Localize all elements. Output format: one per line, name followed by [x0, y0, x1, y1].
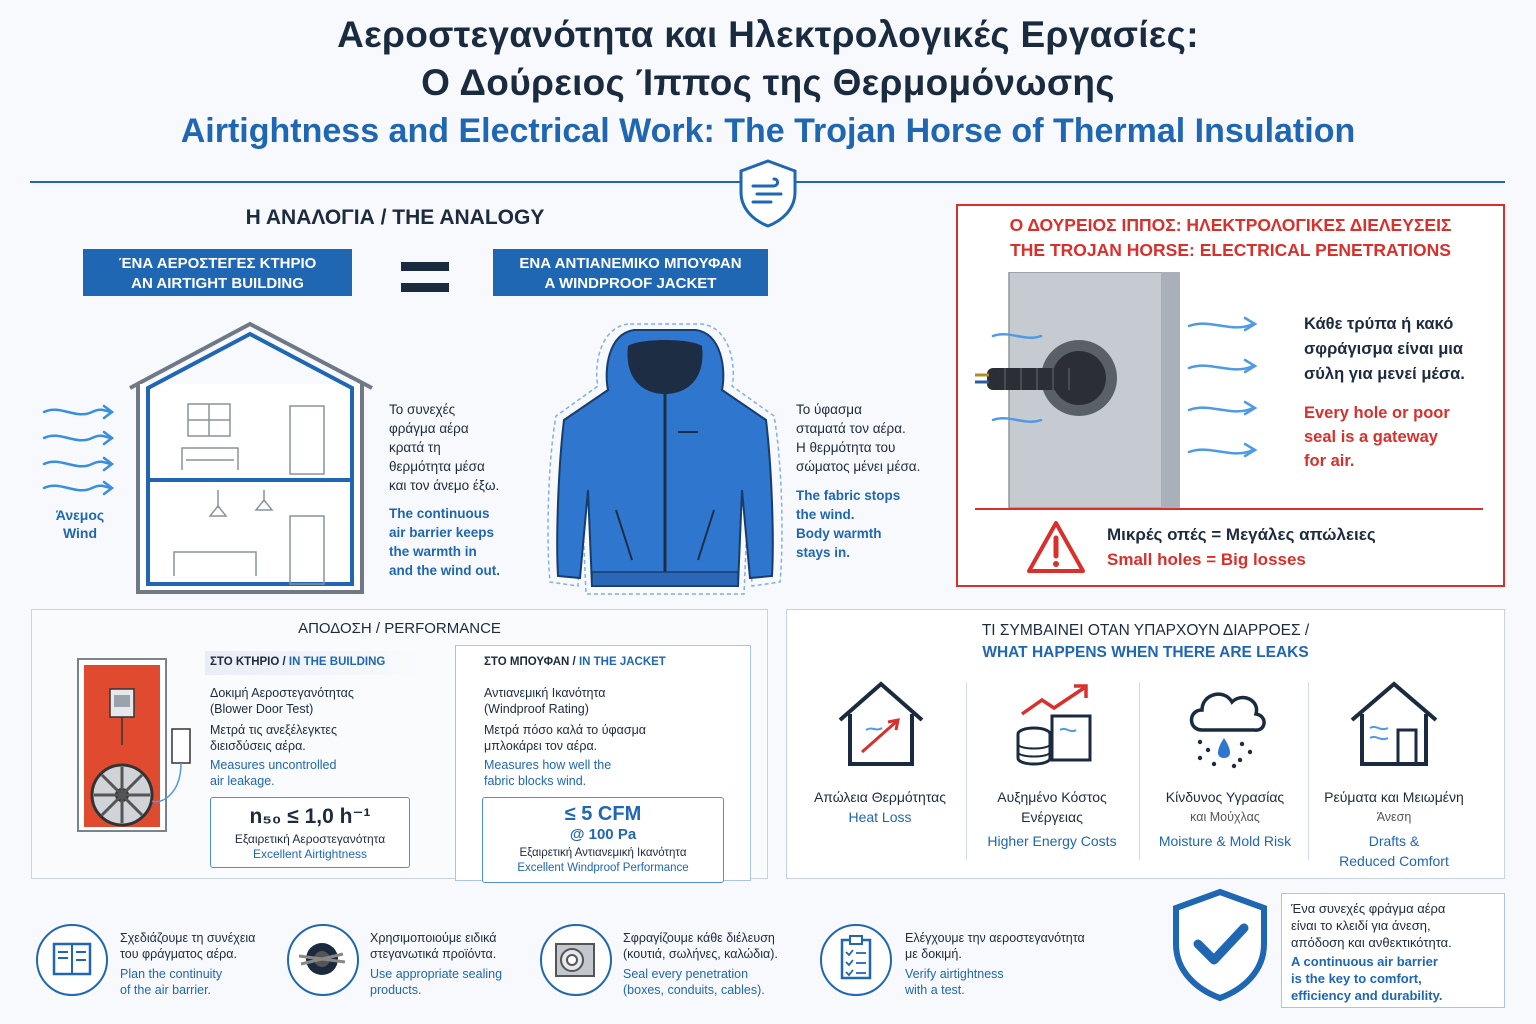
- airtightness-rating-en: Excellent Airtightness: [252, 847, 368, 861]
- conclusion-gr-line: είναι το κλειδί για άνεση,: [1291, 918, 1431, 933]
- leak-separator: [1308, 682, 1309, 860]
- blower-door-test-en: (Blower Door Test): [210, 702, 314, 716]
- windproof-jacket-label-en: A WINDPROOF JACKET: [544, 275, 717, 292]
- building-desc-gr-line: διεισδύσεις αέρα.: [210, 739, 306, 753]
- step-text-en: (boxes, conduits, cables).: [623, 983, 765, 997]
- leak-separator: [966, 682, 967, 860]
- airtight-building-label-gr: ΈΝΑ ΑΕΡΟΣΤΕΓΕΣ ΚΤΗΡΙΟ: [118, 255, 317, 272]
- tape-roll-icon: [540, 924, 612, 996]
- building-tab-en: IN THE BUILDING: [288, 656, 386, 668]
- leak-item-en: Drafts & Reduced Comfort: [1339, 833, 1449, 869]
- wall-penetration-illustration: [975, 272, 1275, 510]
- trojan-text-en-line: Every hole or poor: [1304, 404, 1450, 422]
- jacket-desc-gr-line: μπλοκάρει τον αέρα.: [484, 739, 598, 753]
- windproof-jacket-illustration: [540, 320, 790, 600]
- conclusion-gr-line: απόδοση και ανθεκτικότητα.: [1291, 935, 1452, 950]
- analogy-heading: Η ΑΝΑΛΟΓΙΑ / THE ANALOGY: [245, 206, 545, 229]
- leak-item-gr: Ρεύματα και Μειωμένη: [1324, 789, 1464, 805]
- warning-text-en: Small holes = Big losses: [1107, 550, 1306, 569]
- windproof-jacket-label-gr: ΕΝΑ ΑΝΤΙΑΝΕΜΙΚΟ ΜΠΟΥΦΑΝ: [519, 255, 742, 272]
- building-desc-gr-line: Μετρά τις ανεξέλεγκτες: [210, 723, 338, 737]
- cable-grommet-icon: [287, 924, 359, 996]
- jacket-text-en-line: Body warmth: [796, 526, 882, 541]
- trojan-text-en-line: for air.: [1304, 452, 1355, 470]
- windproof-metric-pressure: @ 100 Pa: [569, 826, 637, 843]
- conclusion-en-line: A continuous air barrier: [1291, 954, 1438, 969]
- jacket-text-gr-line: σώματος μένει μέσα.: [796, 459, 921, 474]
- trojan-text-gr: [1304, 312, 1494, 387]
- building-desc-en-line: air leakage.: [210, 774, 275, 788]
- jacket-desc-gr: [484, 722, 646, 754]
- title-greek-line2: Ο Δούρειος Ίππος της Θερμομόνωσης: [421, 62, 1115, 103]
- shield-wind-icon: [737, 158, 799, 228]
- leak-item-gr2: Ενέργειας: [1021, 809, 1083, 825]
- house-text-gr-line: θερμότητα μέσα: [389, 459, 485, 474]
- leaks-heading-gr: ΤΙ ΣΥΜΒΑΙΝΕΙ ΟΤΑΝ ΥΠΑΡΧΟΥΝ ΔΙΑΡΡΟΕΣ /: [981, 622, 1310, 639]
- wind-label-gr: Άνεμος: [55, 507, 105, 523]
- building-desc-en: [210, 757, 336, 789]
- airtightness-metric-box: [210, 797, 410, 868]
- windproof-rating-gr: Αντιανεμική Ικανότητα: [484, 686, 606, 700]
- title-english: Airtightness and Electrical Work: The Trojan Horse of Thermal Insulation: [180, 112, 1356, 150]
- conclusion-gr: [1291, 900, 1452, 951]
- house-text-en: [389, 504, 539, 580]
- leak-item-heat-loss: [800, 787, 960, 827]
- step-text-en: Use appropriate sealing: [370, 967, 503, 981]
- step-text-en: Seal every penetration: [623, 967, 749, 981]
- jacket-text-en: [796, 486, 946, 562]
- windproof-performance-gr: Εξαιρετική Αντιανεμική Ικανότητα: [519, 847, 687, 859]
- building-tab-label: [210, 656, 385, 668]
- step-text-gr: (κουτιά, σωλήνες, καλώδια).: [623, 947, 778, 961]
- house-heat-loss-icon: [836, 680, 926, 770]
- blower-door-test-label: [210, 685, 354, 717]
- conclusion-en-line: is the key to comfort,: [1291, 971, 1422, 986]
- trojan-title-gr: Ο ΔΟΥΡΕΙΟΣ ΙΠΠΟΣ: ΗΛΕΚΤΡΟΛΟΓΙΚΕΣ ΔΙΕΛΕΥΣΕΙΣ: [1009, 215, 1452, 235]
- house-text-gr-line: και τον άνεμο έξω.: [389, 478, 500, 493]
- windproof-rating-label: [484, 685, 605, 717]
- jacket-desc-en-line: Measures how well the: [484, 758, 612, 772]
- step-text-gr: στεγανωτικά προϊόντα.: [370, 947, 497, 961]
- step-sealing-products: [370, 930, 502, 998]
- conclusion-gr-line: Ένα συνεχές φράγμα αέρα: [1291, 901, 1446, 916]
- house-text-gr-line: Το συνεχές: [389, 402, 456, 417]
- jacket-tab-gr: ΣΤΟ ΜΠΟΥΦΑΝ /: [484, 656, 579, 668]
- step-verify-test: [905, 930, 1085, 998]
- jacket-tab-en: IN THE JACKET: [578, 656, 666, 668]
- leak-separator: [1139, 682, 1140, 860]
- leak-item-energy-costs: [972, 787, 1132, 851]
- warning-text-gr: Μικρές οπές = Μεγάλες απώλειες: [1107, 525, 1376, 544]
- wind-label-en: Wind: [62, 525, 98, 541]
- wind-label: [40, 506, 120, 542]
- warning-triangle-icon: [1026, 520, 1086, 574]
- performance-heading: ΑΠΟΔΟΣΗ / PERFORMANCE: [298, 620, 501, 637]
- step-text-en: Verify airtightness: [905, 967, 1004, 981]
- jacket-tab-label: [484, 656, 666, 668]
- leak-item-gr: Κίνδυνος Υγρασίας: [1165, 789, 1285, 805]
- building-desc-gr: [210, 722, 337, 754]
- airtight-building-label: [83, 249, 352, 296]
- windproof-rating-en: (Windproof Rating): [484, 702, 589, 716]
- leak-item-en: Higher Energy Costs: [987, 833, 1117, 849]
- blueprint-icon: [36, 924, 108, 996]
- airtightness-metric: n₅₀ ≤ 1,0 h⁻¹: [249, 805, 371, 828]
- step-text-gr: Ελέγχουμε την αεροστεγανότητα: [905, 931, 1085, 945]
- windproof-metric-box: [482, 797, 724, 883]
- house-text-en-line: and the wind out.: [389, 563, 500, 578]
- house-text-gr: [389, 400, 539, 495]
- house-text-en-line: The continuous: [389, 506, 490, 521]
- blower-door-test-gr: Δοκιμή Αεροστεγανότητας: [210, 686, 354, 700]
- jacket-text-en-line: The fabric stops: [796, 488, 901, 503]
- airtightness-rating-gr: Εξαιρετική Αεροστεγανότητα: [234, 832, 386, 846]
- house-text-en-line: the warmth in: [389, 544, 477, 559]
- step-text-gr: Σχεδιάζουμε τη συνέχεια: [120, 931, 256, 945]
- step-text-en: products.: [370, 983, 422, 997]
- windproof-metric-cfm: ≤ 5 CFM: [564, 803, 642, 825]
- title-greek-line1: Αεροστεγανότητα και Ηλεκτρολογικές Εργασίες:: [337, 14, 1199, 55]
- leak-item-gr2: Άνεση: [1376, 810, 1412, 824]
- leak-item-en: Heat Loss: [848, 809, 912, 825]
- trojan-text-gr-line: Κάθε τρύπα ή κακό: [1304, 315, 1454, 333]
- trojan-text-gr-line: σύλη για μενεί μέσα.: [1304, 365, 1465, 383]
- jacket-text-en-line: stays in.: [796, 545, 851, 560]
- step-seal-penetrations: [623, 930, 778, 998]
- windproof-performance-en: Excellent Windproof Performance: [517, 862, 689, 874]
- trojan-title: [956, 213, 1505, 263]
- house-text-gr-line: κρατά τη: [389, 440, 441, 455]
- cloud-moisture-icon: [1180, 680, 1270, 770]
- trojan-title-en: THE TROJAN HORSE: ELECTRICAL PENETRATIONS: [1010, 240, 1451, 260]
- rising-cost-icon: [1008, 680, 1103, 770]
- jacket-desc-en-line: fabric blocks wind.: [484, 774, 587, 788]
- house-text-en-line: air barrier keeps: [389, 525, 495, 540]
- leak-item-gr2: και Μούχλας: [1190, 810, 1260, 824]
- trojan-text-en: [1304, 401, 1494, 473]
- leak-item-en: Moisture & Mold Risk: [1158, 833, 1292, 849]
- equals-sign-top: [401, 262, 449, 271]
- checklist-icon: [820, 924, 892, 996]
- step-text-gr: Χρησιμοποιούμε ειδικά: [370, 931, 497, 945]
- leaks-heading-en: WHAT HAPPENS WHEN THERE ARE LEAKS: [982, 644, 1309, 661]
- leak-item-gr: Απώλεια Θερμότητας: [813, 789, 947, 805]
- trojan-text-gr-line: σφράγισμα είναι μια: [1304, 340, 1464, 358]
- jacket-text-en-line: the wind.: [796, 507, 855, 522]
- jacket-desc-gr-line: Μετρά πόσο καλά το ύφασμα: [484, 723, 647, 737]
- house-text-gr-line: φράγμα αέρα: [389, 421, 469, 436]
- step-text-gr: του φράγματος αέρα.: [120, 947, 237, 961]
- step-text-gr: Σφραγίζουμε κάθε διέλευση: [623, 931, 775, 945]
- step-text-en: of the air barrier.: [120, 983, 212, 997]
- house-draft-icon: [1348, 680, 1440, 770]
- leak-item-drafts: [1314, 787, 1474, 871]
- conclusion-en: [1291, 953, 1442, 1004]
- windproof-jacket-label: [493, 249, 768, 296]
- leaks-heading: [786, 620, 1505, 664]
- airtight-house-illustration: [126, 320, 376, 595]
- jacket-text-gr: [796, 400, 946, 476]
- wind-arrows-icon: [40, 400, 120, 500]
- trojan-text-en-line: seal is a gateway: [1304, 428, 1438, 446]
- conclusion-en-line: efficiency and durability.: [1291, 988, 1443, 1003]
- blower-door-illustration: [50, 655, 200, 835]
- step-text-en: with a test.: [905, 983, 965, 997]
- jacket-text-gr-line: Η θερμότητα του: [796, 440, 896, 455]
- airtight-building-label-en: AN AIRTIGHT BUILDING: [131, 275, 304, 292]
- equals-sign-bottom: [401, 283, 449, 292]
- shield-check-icon: [1170, 888, 1270, 1002]
- leak-item-moisture: [1145, 787, 1305, 851]
- jacket-desc-en: [484, 757, 611, 789]
- step-plan: [120, 930, 255, 998]
- building-tab-gr: ΣΤΟ ΚΤΗΡΙΟ /: [210, 656, 289, 668]
- jacket-text-gr-line: σταματά τον αέρα.: [796, 421, 906, 436]
- leak-item-gr: Αυξημένο Κόστος: [997, 789, 1107, 805]
- building-desc-en-line: Measures uncontrolled: [210, 758, 337, 772]
- jacket-text-gr-line: Το ύφασμα: [796, 402, 862, 417]
- step-text-gr: με δοκιμή.: [905, 947, 962, 961]
- trojan-divider: [975, 508, 1483, 510]
- step-text-en: Plan the continuity: [120, 967, 223, 981]
